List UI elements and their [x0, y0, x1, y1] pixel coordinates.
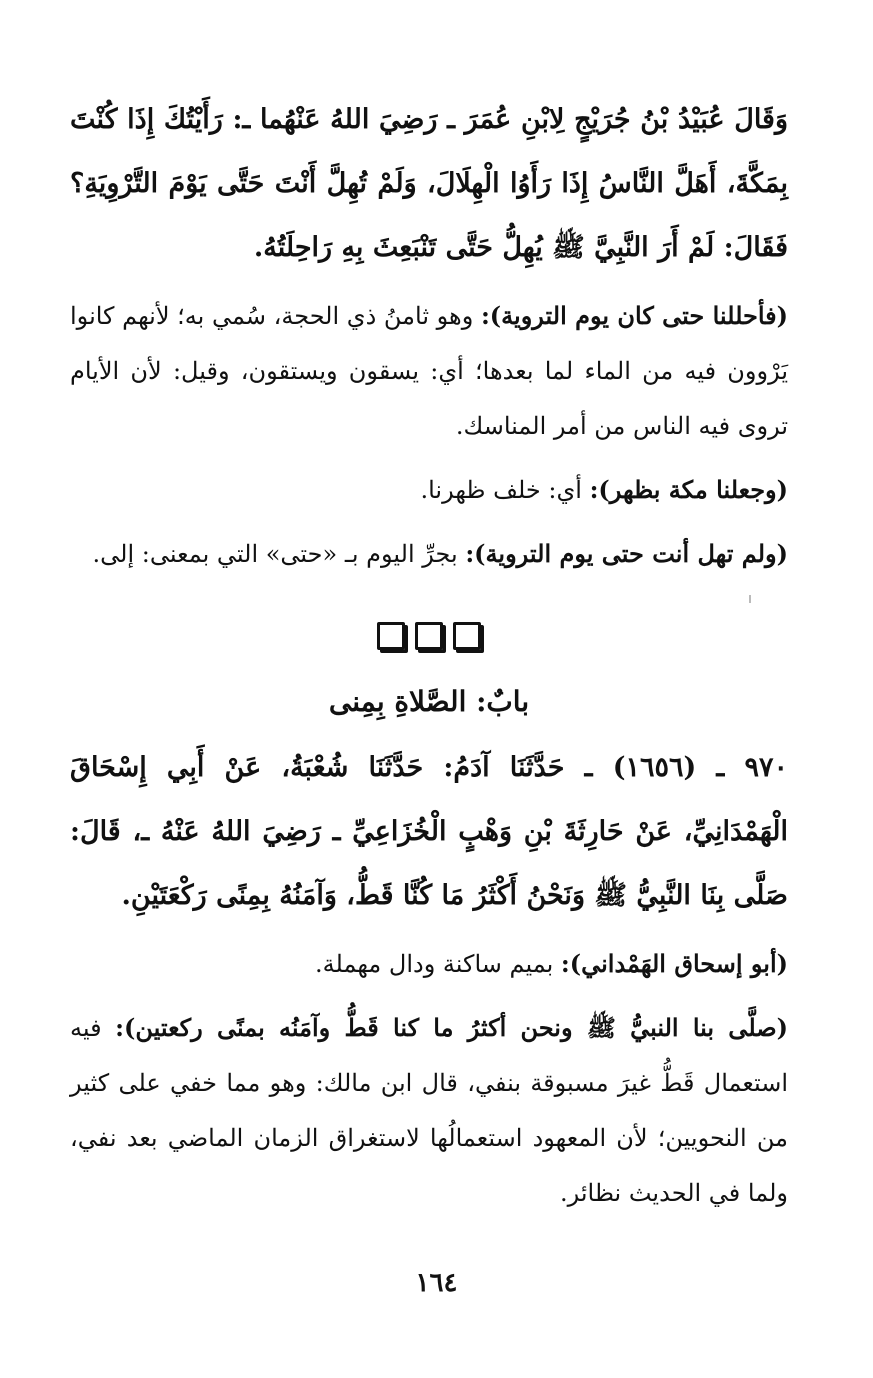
hadith-paragraph-1: وَقَالَ عُبَيْدُ بْنُ جُرَيْجٍ لِابْنِ عُمَرَ ـ رَضِيَ اللهُ عَنْهُما ـ: رَأَيْتُكَ إِذَا كُنْتَ بِمَكَّةَ، أَهَلَّ النَّاسُ إِذَا رَأَوُا الْهِلَالَ، وَلَمْ تُهِلَّ أَنْتَ حَتَّى يَوْمَ التَّرْوِيَةِ؟ فَقَالَ: لَمْ أَرَ النَّبِيَّ ﷺ يُهِلُّ حَتَّى تَنْبَعِثَ بِهِ رَاحِلَتُهُ. — [70, 104, 788, 263]
commentary-paragraph-5 — [70, 1000, 788, 1221]
page-body — [70, 88, 788, 1221]
commentary-paragraph-1 — [70, 288, 788, 454]
commentary-paragraph-4 — [70, 936, 788, 992]
commentary-lead: (ولم تهل أنت حتى يوم التروية): — [465, 539, 788, 568]
commentary-lead: (صلَّى بنا النبيُّ ﷺ ونحن أكثرُ ما كنا قَطُّ وآمَنُه بمنًى ركعتين): — [115, 1013, 788, 1042]
commentary-lead: (أبو إسحاق الهَمْداني): — [560, 949, 788, 978]
commentary-text: وهو ثامنُ ذي الحجة، سُمي به؛ لأنهم كانوا يَرْوون فيه من الماء لما بعدها؛ أي: يسقون ويستقون، وقيل: لأن الأيام تروى فيه الناس من أمر المناسك. — [70, 302, 788, 440]
commentary-text: بميم ساكنة ودال مهملة. — [315, 950, 561, 978]
commentary-paragraph-3 — [70, 526, 788, 582]
commentary-lead: (وجعلنا مكة بظهر): — [589, 475, 788, 504]
commentary-text: أي: خلف ظهرنا. — [420, 476, 590, 504]
square-bullet-icon — [377, 622, 405, 650]
chapter-title: بابٌ: الصَّلاةِ بِمِنى — [328, 685, 530, 718]
commentary-lead: (فأحللنا حتى كان يوم التروية): — [480, 301, 788, 330]
commentary-paragraph-2 — [70, 462, 788, 518]
hadith-paragraph-2: ٩٧٠ ـ (١٦٥٦) ـ حَدَّثَنَا آدَمُ: حَدَّثَنَا شُعْبَةُ، عَنْ أَبِي إِسْحَاقَ الْهَمْدَانِيِّ، عَنْ حَارِثَةَ بْنِ وَهْبٍ الْخُزَاعِيِّ ـ رَضِيَ اللهُ عَنْهُ ـ، قَالَ: صَلَّى بِنَا النَّبِيُّ ﷺ وَنَحْنُ أَكْثَرُ مَا كُنَّا قَطُّ، وَآمَنُهُ بِمِنًى رَكْعَتَيْنِ. — [70, 752, 788, 911]
commentary-text: بجرِّ اليوم بـ «حتى» التي بمعنى: إلى. — [92, 540, 466, 568]
square-bullet-icon — [415, 622, 443, 650]
page-number: ١٦٤ — [415, 1268, 458, 1298]
section-separator — [70, 622, 788, 656]
square-bullet-icon — [453, 622, 481, 650]
margin-mark — [749, 595, 751, 603]
commentary-text: فيه استعمال قَطُّ غيرَ مسبوقة بنفي، قال ابن مالك: وهو مما خفي على كثير من النحويين؛ لأن المعهود استعمالُها لاستغراق الزمان الماضي بعد نفي، ولما في الحديث نظائر. — [70, 1014, 788, 1207]
